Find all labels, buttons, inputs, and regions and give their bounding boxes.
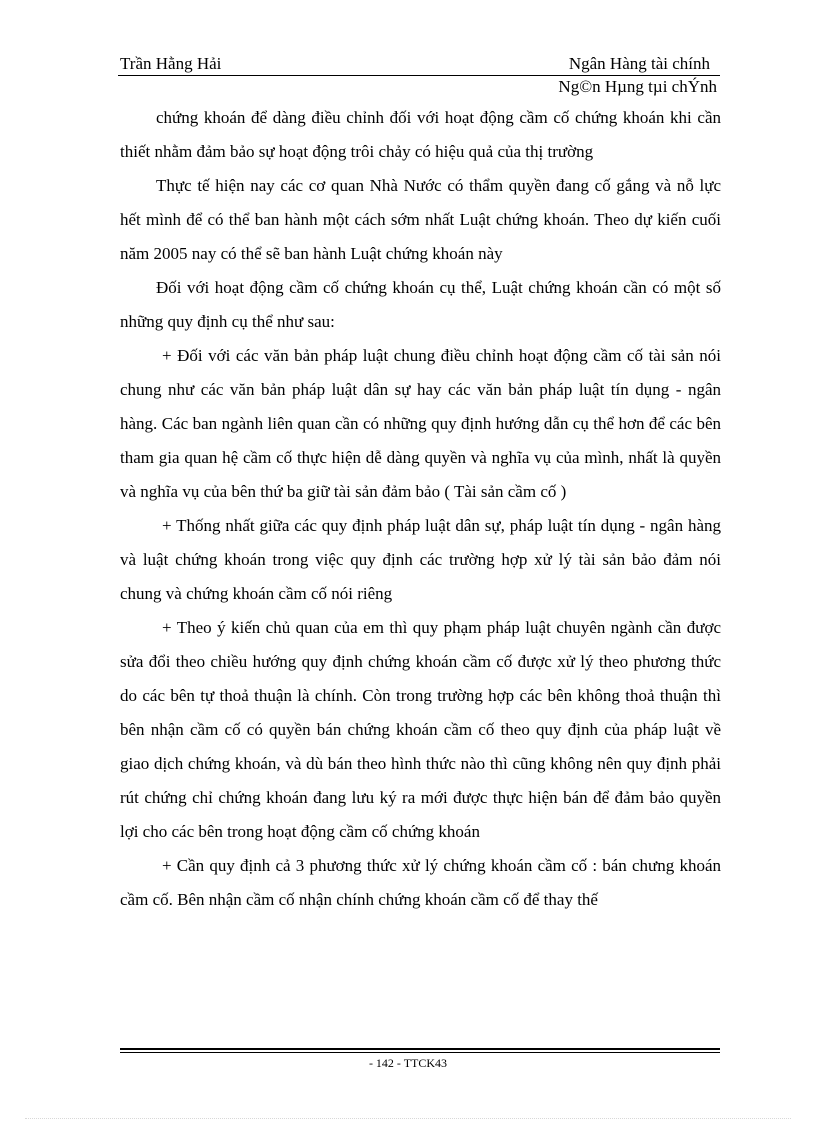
footer-divider-thick	[120, 1048, 720, 1050]
page-edge	[25, 1118, 791, 1119]
paragraph: chứng khoán để dàng điều chỉnh đối với hoạt động cầm cố chứng khoán khi cần thiết nhằm đảm bảo sự hoạt động trôi chảy có hiệu quả của thị trường	[120, 108, 721, 161]
paragraph: Thực tế hiện nay các cơ quan Nhà Nước có thẩm quyền đang cố gắng và nỗ lực hết mình để có thể ban hành một cách sớm nhất Luật chứng khoán. Theo dự kiến cuối năm 2005 nay có thể sẽ ban hành Luật chứng khoán này	[120, 176, 721, 263]
paragraph: Đối với hoạt động cầm cố chứng khoán cụ thể, Luật chứng khoán cần có một số những quy định cụ thể như sau:	[120, 278, 721, 331]
paragraph: + Đối với các văn bản pháp luật chung điều chỉnh hoạt động cầm cố tài sản nói chung như các văn bản pháp luật dân sự hay các văn bản pháp luật tín dụng - ngân hàng. Các ban ngành liên quan cần có những quy định hướng dẫn cụ thể hơn để các bên tham gia quan hệ cầm cố thực hiện dễ dàng quyền và nghĩa vụ của mình, nhất là quyền và nghĩa vụ của bên thứ ba giữ tài sản đảm bảo ( Tài sản cầm cố )	[120, 346, 721, 501]
page-number: - 142 - TTCK43	[368, 1056, 448, 1070]
document-body	[120, 101, 721, 917]
paragraph: + Thống nhất giữa các quy định pháp luật dân sự, pháp luật tín dụng - ngân hàng và luật chứng khoán trong việc quy định các trường hợp xử lý tài sản bảo đảm nói chung và chứng khoán cầm cố nói riêng	[120, 516, 721, 603]
header-author: Trần Hằng Hải	[120, 54, 222, 73]
header-title: Ngân Hàng tài chính	[568, 54, 710, 73]
header-garbled-title: Ng©n Hµng tµi chÝnh	[558, 77, 717, 96]
paragraph: + Cần quy định cả 3 phương thức xử lý chứng khoán cầm cố : bán chưng khoán cầm cố. Bên nhận cầm cố nhận chính chứng khoán cầm cố để thay thế	[120, 856, 721, 909]
paragraph: + Theo ý kiến chủ quan của em thì quy phạm pháp luật chuyên ngành cần được sửa đổi theo chiều hướng quy định chứng khoán cầm cố được xử lý theo phương thức do các bên tự thoả thuận là chính. Còn trong trường hợp các bên không thoả thuận thì bên nhận cầm cố có quyền bán chứng khoán cầm cố theo quy định của pháp luật về giao dịch chứng khoán, và dù bán theo hình thức nào thì cũng không nên quy định phải rút chứng chỉ chứng khoán đang lưu ký ra mới được thực hiện bán để đảm bảo quyền lợi cho các bên trong hoạt động cầm cố chứng khoán	[120, 618, 721, 841]
header-divider	[118, 75, 720, 76]
footer-divider-thin	[120, 1052, 720, 1053]
